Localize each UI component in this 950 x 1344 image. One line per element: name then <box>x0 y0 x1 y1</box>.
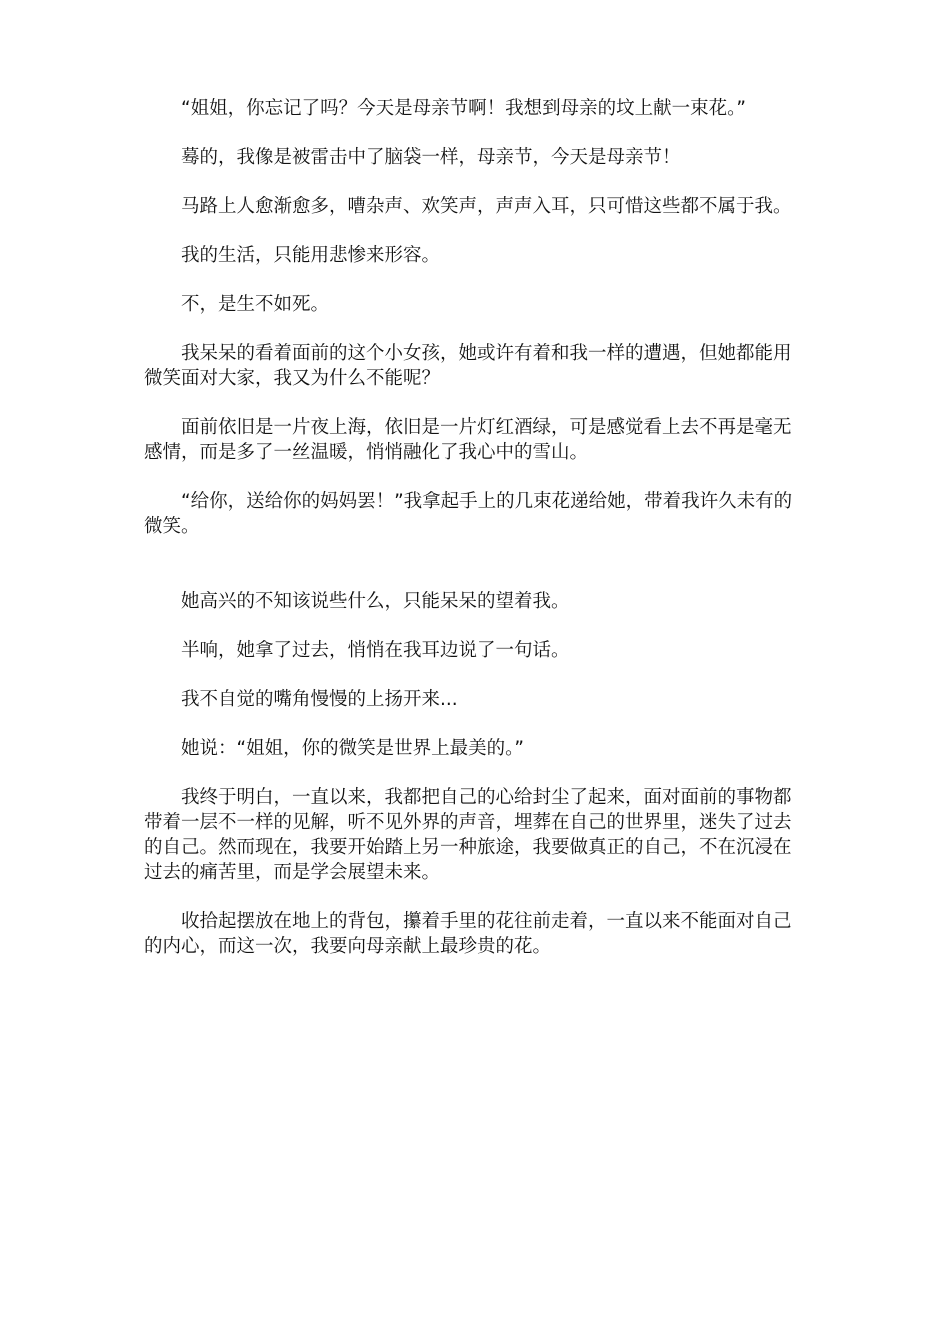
paragraph-4: 我的生活，只能用悲惨来形容。 <box>181 245 441 266</box>
paragraph-5: 不，是生不如死。 <box>181 294 330 315</box>
paragraph-6: 我呆呆的看着面前的这个小女孩，她或许有着和我一样的遭遇，但她都能用微笑面对大家，我又为什么不能呢？ <box>144 343 792 389</box>
document-body <box>144 96 808 983</box>
paragraph-8: “给你，送给你的妈妈罢！”我拿起手上的几束花递给她，带着我许久未有的微笑。 <box>144 491 793 537</box>
paragraph-14: 收拾起摆放在地上的背包，攥着手里的花往前走着，一直以来不能面对自己的内心，而这一次，我要向母亲献上最珍贵的花。 <box>144 911 792 957</box>
paragraph-1: “姐姐，你忘记了吗？今天是母亲节啊！我想到母亲的坟上献一束花。” <box>181 98 746 119</box>
paragraph-7: 面前依旧是一片夜上海，依旧是一片灯红酒绿，可是感觉看上去不再是毫无感情，而是多了一丝温暖，悄悄融化了我心中的雪山。 <box>144 417 792 463</box>
paragraph-2: 蓦的，我像是被雷击中了脑袋一样，母亲节，今天是母亲节！ <box>181 147 681 168</box>
paragraph-12: 她说：“姐姐，你的微笑是世界上最美的。” <box>181 738 524 759</box>
paragraph-13: 我终于明白，一直以来，我都把自己的心给封尘了起来，面对面前的事物都带着一层不一样的见解，听不见外界的声音，埋葬在自己的世界里，迷失了过去的自己。然而现在，我要开始踏上另一种旅途，我要做真正的自己，不在沉浸在过去的痛苦里，而是学会展望未来。 <box>144 787 792 883</box>
paragraph-3: 马路上人愈渐愈多，嘈杂声、欢笑声，声声入耳，只可惜这些都不属于我。 <box>181 196 792 217</box>
paragraph-10: 半响，她拿了过去，悄悄在我耳边说了一句话。 <box>181 640 570 661</box>
paragraph-9: 她高兴的不知该说些什么，只能呆呆的望着我。 <box>181 591 570 612</box>
paragraph-11: 我不自觉的嘴角慢慢的上扬开来... <box>181 689 458 710</box>
